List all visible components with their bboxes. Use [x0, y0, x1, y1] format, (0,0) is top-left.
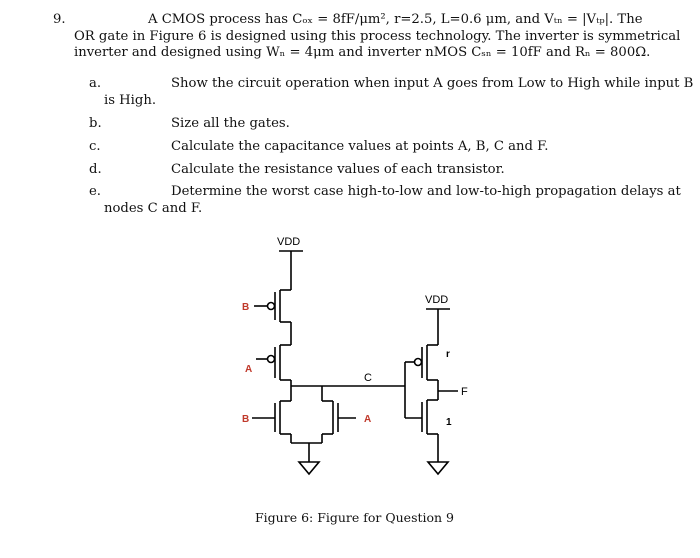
input-a-mid-label: A	[245, 364, 253, 375]
part-e-text: Determine the worst case high-to-low and low-to-high propagation delays at	[171, 184, 681, 199]
question-number: 9.	[53, 12, 66, 27]
pmos-a-bubble	[268, 356, 275, 363]
nmos-ratio-label: 1	[446, 417, 452, 428]
vdd-right-label: VDD	[425, 294, 449, 306]
pmos-ratio-label: r	[446, 349, 450, 360]
part-e-cont: nodes C and F.	[104, 201, 203, 216]
question-intro-line2: OR gate in Figure 6 is designed using this process technology. The inverter is symmetrical	[74, 29, 681, 44]
schematic-wires	[252, 251, 458, 462]
part-b-label: b.	[89, 116, 102, 131]
question-intro-line1-text: A CMOS process has Cₒₓ = 8fF/μm², r=2.5, L=0.6 μm, and Vₜₙ = |Vₜₚ|. The	[148, 12, 643, 27]
vdd-left-label: VDD	[277, 236, 301, 248]
question-intro-line3: inverter and designed using Wₙ = 4μm and inverter nMOS Cₛₙ = 10fF and Rₙ = 800Ω.	[74, 45, 651, 60]
input-b-bottom-label: B	[242, 414, 250, 425]
ground-right-icon	[428, 462, 448, 474]
part-a-text: Show the circuit operation when input A goes from Low to High while input B	[171, 76, 694, 91]
part-b-text: Size all the gates.	[171, 116, 290, 131]
ground-left-icon	[299, 462, 319, 474]
part-d-text: Calculate the resistance values of each transistor.	[171, 162, 505, 177]
part-a-label: a.	[89, 76, 102, 91]
part-c-text: Calculate the capacitance values at points A, B, C and F.	[171, 139, 549, 154]
node-c-label: C	[364, 372, 372, 384]
input-a-bottom-label: A	[364, 414, 372, 425]
part-e-label: e.	[89, 184, 101, 199]
part-c-label: c.	[89, 139, 101, 154]
output-f-label: F	[461, 386, 468, 398]
input-b-top-label: B	[242, 302, 250, 313]
inv-pmos-bubble	[415, 359, 422, 366]
part-a-cont: is High.	[104, 93, 157, 108]
figure-caption: Figure 6: Figure for Question 9	[255, 510, 455, 525]
pmos-b-bubble	[268, 303, 275, 310]
part-d-label: d.	[89, 162, 102, 177]
